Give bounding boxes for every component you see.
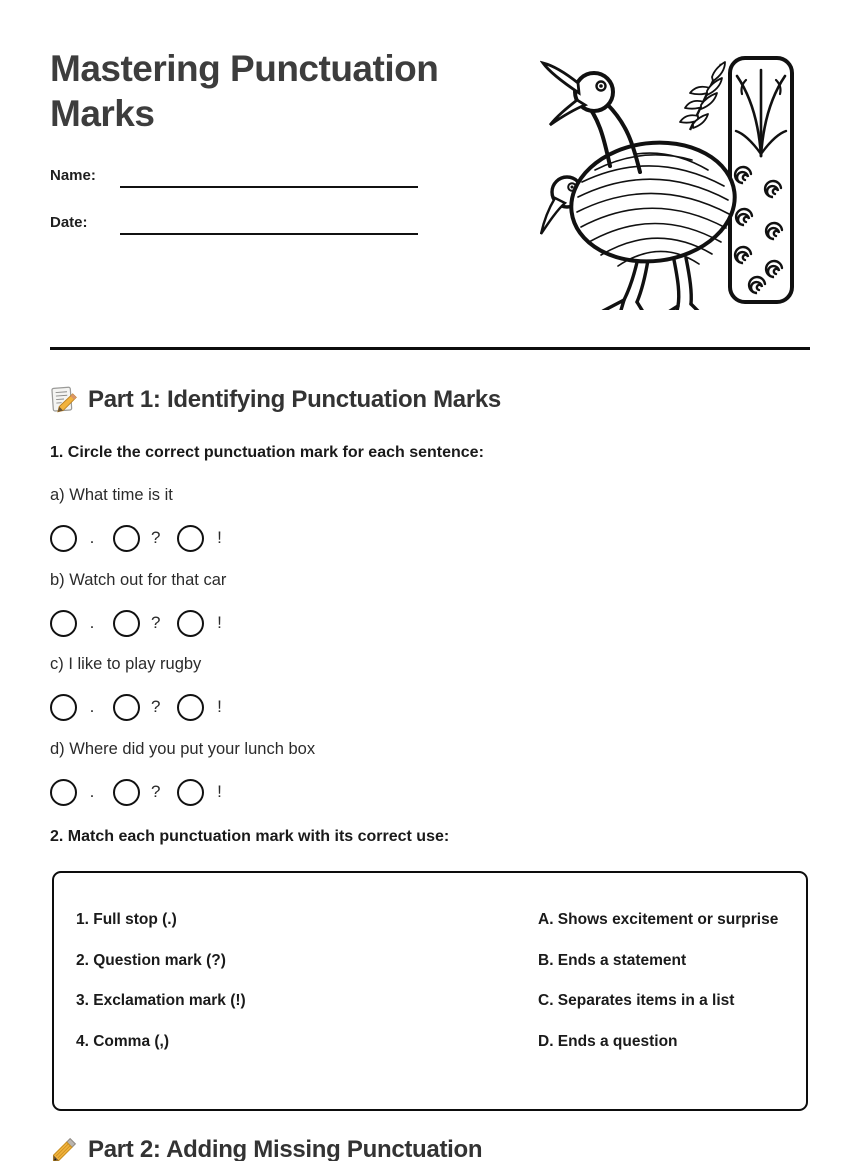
matching-box [52, 871, 808, 1111]
circle-row-c [50, 693, 240, 721]
match-row-2 [76, 952, 786, 970]
q2-prompt: 2. Match each punctuation mark with its correct use: [50, 828, 450, 845]
part2-heading-text: Part 2: Adding Missing Punctuation [88, 1136, 483, 1161]
circle-option-exclamation[interactable] [177, 610, 204, 637]
circle-option-exclamation[interactable] [177, 779, 204, 806]
circle-option-question[interactable] [113, 610, 140, 637]
option-label-period: . [89, 782, 95, 801]
part1-heading-text: Part 1: Identifying Punctuation Marks [88, 386, 501, 413]
match-right-c[interactable]: C. Separates items in a list [538, 992, 735, 1009]
option-label-question: ? [151, 782, 161, 801]
section-divider [50, 347, 810, 350]
part1-heading [50, 386, 501, 414]
option-label-exclamation: ! [217, 782, 222, 801]
q1-prompt: 1. Circle the correct punctuation mark for each sentence: [50, 444, 484, 461]
match-right-a[interactable]: A. Shows excitement or surprise [538, 911, 779, 928]
option-label-question: ? [151, 697, 161, 716]
pencil-icon [50, 1136, 78, 1161]
match-left-exclamation-mark[interactable]: 3. Exclamation mark (!) [76, 992, 246, 1009]
circle-option-exclamation[interactable] [177, 525, 204, 552]
sentence-b: b) Watch out for that car [50, 571, 227, 589]
option-label-exclamation: ! [217, 613, 222, 632]
sentence-a: a) What time is it [50, 486, 173, 504]
circle-option-period[interactable] [50, 525, 77, 552]
name-input-line[interactable] [120, 163, 418, 188]
option-label-question: ? [151, 613, 161, 632]
sentence-c: c) I like to play rugby [50, 655, 202, 673]
option-label-exclamation: ! [217, 697, 222, 716]
match-row-1 [76, 911, 786, 929]
circle-row-b [50, 609, 240, 637]
option-label-period: . [89, 528, 95, 547]
circle-row-a [50, 524, 240, 552]
match-left-question-mark[interactable]: 2. Question mark (?) [76, 951, 226, 969]
match-row-4 [76, 1033, 786, 1051]
name-field-row [50, 163, 418, 188]
circle-option-period[interactable] [50, 694, 77, 721]
memo-icon [50, 386, 78, 414]
option-label-period: . [89, 697, 95, 716]
sentence-d: d) Where did you put your lunch box [50, 740, 316, 758]
option-label-exclamation: ! [217, 528, 222, 547]
circle-option-period[interactable] [50, 779, 77, 806]
kiwi-illustration [540, 50, 812, 310]
match-right-d[interactable]: D. Ends a question [538, 1032, 678, 1050]
circle-option-exclamation[interactable] [177, 694, 204, 721]
part2-heading [50, 1136, 482, 1161]
match-right-b[interactable]: B. Ends a statement [538, 951, 687, 969]
match-left-full-stop[interactable]: 1. Full stop (.) [76, 911, 177, 928]
match-row-3 [76, 992, 786, 1010]
option-label-period: . [89, 613, 95, 632]
kiwi-birds-fern-carving-image [540, 50, 812, 310]
date-field-row [50, 210, 418, 235]
circle-option-question[interactable] [113, 525, 140, 552]
date-label: Date: [50, 214, 88, 231]
circle-option-question[interactable] [113, 694, 140, 721]
circle-option-period[interactable] [50, 610, 77, 637]
date-input-line[interactable] [120, 210, 418, 235]
circle-option-question[interactable] [113, 779, 140, 806]
circle-row-d [50, 778, 240, 806]
name-label: Name: [50, 167, 96, 184]
worksheet-title: Mastering Punctuation Marks [50, 48, 439, 135]
option-label-question: ? [151, 528, 161, 547]
match-left-comma[interactable]: 4. Comma (,) [76, 1032, 170, 1050]
